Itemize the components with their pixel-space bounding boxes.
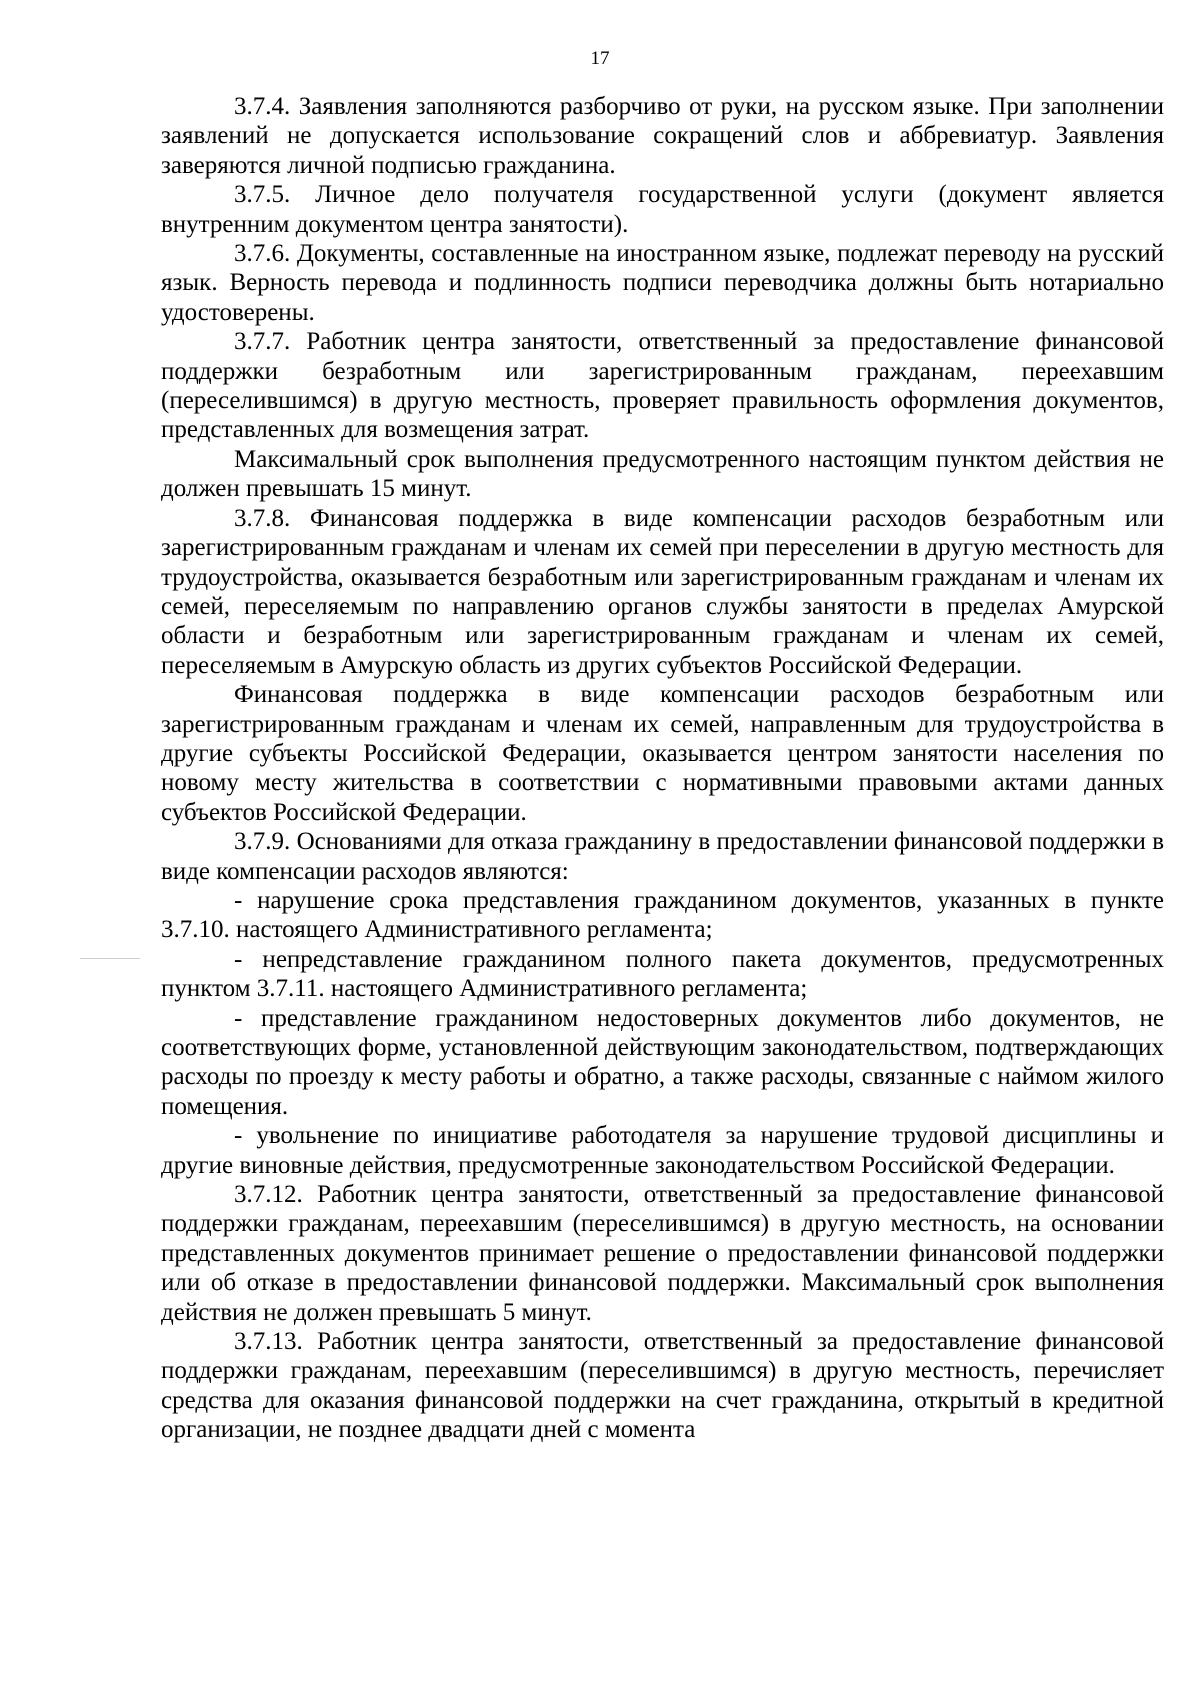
list-item-dismissal: - увольнение по инициативе работодателя за нарушение трудовой дисциплины и другие виновные действия, предусмотренные законодательством Российской Федерации.	[161, 1122, 1164, 1179]
paragraph-3-7-12: 3.7.12. Работник центра занятости, ответственный за предоставление финансовой поддержки гражданам, переехавшим (переселившимся) в другую местность, на основании представленных документов принимает решение о предоставлении финансовой поддержки или об отказе в предоставлении финансовой поддержки. Максимальный срок выполнения действия не должен превышать 5 минут.	[161, 1181, 1164, 1326]
paragraph-3-7-13: 3.7.13. Работник центра занятости, ответственный за предоставление финансовой поддержки гражданам, переехавшим (переселившимся) в другую местность, перечисляет средства для оказания финансовой поддержки на счет гражданина, открытый в кредитной организации, не позднее двадцати дней с момента	[161, 1328, 1164, 1444]
paragraph-max-time-15: Максимальный срок выполнения предусмотренного настоящим пунктом действия не должен превышать 15 минут.	[161, 445, 1164, 503]
list-item-incomplete-package: - непредставление гражданином полного пакета документов, предусмотренных пунктом 3.7.11. настоящего Административного регламента;	[161, 945, 1164, 1003]
paragraph-3-7-8: 3.7.8. Финансовая поддержка в виде компенсации расходов безработным или зарегистрированным гражданам и членам их семей при переселении в другую местность для трудоустройства, оказывается безработным или зарегистрированным гражданам и членам их семей, переселяемым по направлению органов службы занятости в пределах Амурской области и безработным или зарегистрированным гражданам и членам их семей, переселяемым в Амурскую область из других субъектов Российской Федерации.	[161, 504, 1164, 679]
paragraph-3-7-7: 3.7.7. Работник центра занятости, ответственный за предоставление финансовой поддержки безработным или зарегистрированным гражданам, переехавшим (переселившимся) в другую местность, проверяет правильность оформления документов, представленных для возмещения затрат.	[161, 328, 1164, 444]
paragraph-3-7-4: 3.7.4. Заявления заполняются разборчиво от руки, на русском языке. При заполнении заявлений не допускается использование сокращений слов и аббревиатур. Заявления заверяются личной подписью гражданина.	[161, 93, 1164, 179]
list-item-unreliable-documents: - представление гражданином недостоверных документов либо документов, не соответствующих форме, установленной действующим законодательством, подтверждающих расходы по проезду к месту работы и обратно, а также расходы, связанные с наймом жилого помещения.	[161, 1004, 1164, 1120]
paragraph-3-7-6: 3.7.6. Документы, составленные на иностранном языке, подлежат переводу на русский язык. Верность перевода и подлинность подписи переводчика должны быть нотариально удостоверены.	[161, 240, 1164, 326]
page-number: 17	[590, 48, 610, 69]
margin-mark	[80, 958, 140, 959]
paragraph-3-7-9: 3.7.9. Основаниями для отказа гражданину в предоставлении финансовой поддержки в виде компенсации расходов являются:	[161, 828, 1164, 885]
paragraph-3-7-5: 3.7.5. Личное дело получателя государственной услуги (документ является внутренним документом центра занятости).	[161, 181, 1164, 238]
document-body	[161, 92, 1164, 1445]
list-item-deadline-violation: - нарушение срока представления гражданином документов, указанных в пункте 3.7.10. настоящего Административного регламента;	[161, 886, 1164, 944]
paragraph-compensation-other-subjects: Финансовая поддержка в виде компенсации расходов безработным или зарегистрированным гражданам и членам их семей, направленным для трудоустройства в другие субъекты Российской Федерации, оказывается центром занятости населения по новому месту жительства в соответствии с нормативными правовыми актами данных субъектов Российской Федерации.	[161, 681, 1164, 826]
